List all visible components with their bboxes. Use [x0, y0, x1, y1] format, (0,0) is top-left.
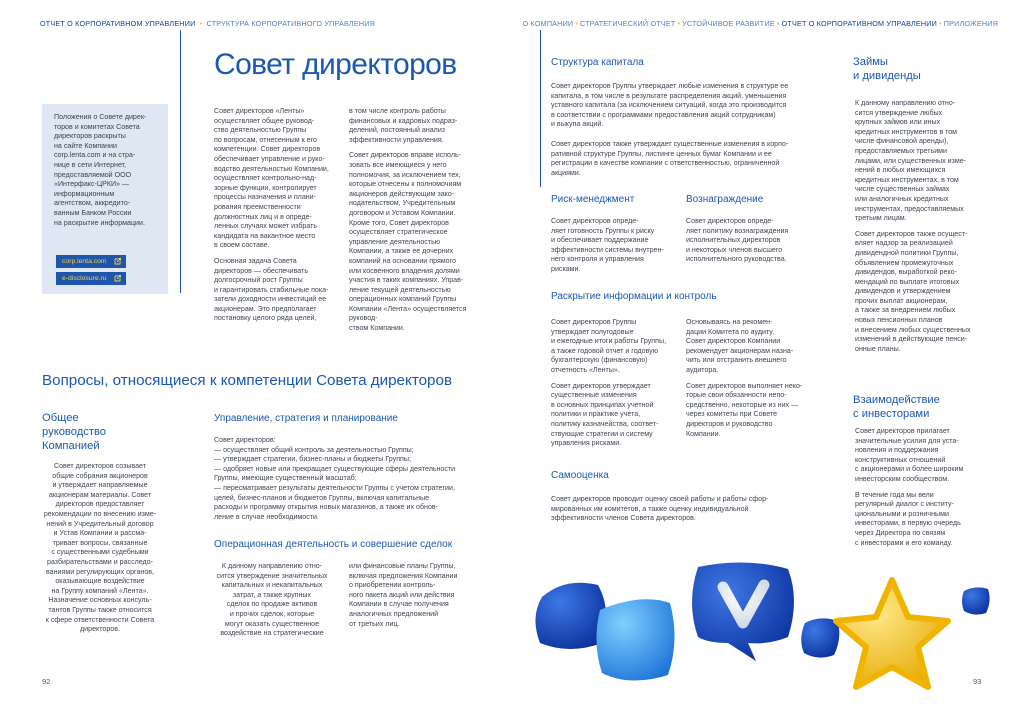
disclosure-heading: Раскрытие информации и контроль	[551, 291, 717, 302]
external-link-icon	[114, 258, 121, 265]
page-title: Совет директоров	[214, 48, 457, 81]
operations-col2: или финансовые планы Группы, включая предложения Компании о приобретении контроль- ного пакета акций или действия Компании в случае получения аналогичных предложений от третьих лиц.	[349, 562, 458, 628]
capital-paragraph: Совет директоров Группы утверждает любые изменения в структуре ее капитала, в том числе в результате распределения акций, уменьшения уставного капитала (за исключением ситуаций, когда это производится в соответствии с программами предоставления акций сотрудникам) и выкупа акций.	[551, 82, 789, 129]
strategy-bullet: — пересматривает результаты деятельности Группы с учетом стратегии, целей, бизнес-планов и бюджетов Группы, включая капитальные расходы и программу открытия новых магазинов, а также их обнов- ление в случае необходимости.	[214, 483, 455, 521]
strategy-lead: Совет директоров:	[214, 436, 276, 444]
tiny-blue-cube-icon	[962, 587, 990, 614]
nav-about[interactable]: О КОМПАНИИ	[522, 19, 574, 28]
operations-col1: К данному направлению отно- сится утверждение значительных капитальных и некапитальных затрат, а также крупных сделок по продаже активов и прочих сделок, которые могут оказать существенное воздействие на стратегические	[216, 562, 328, 638]
investors-paragraph: В течение года мы вели регулярный диалог с институ- циональными и розничными инвесторами, в первую очередь через Директора по связям с инвесторами и его команду.	[855, 490, 961, 547]
disclosure-paragraph: Основываясь на рекомен- дации Комитета по аудиту, Совет директоров Компании рекомендует акционерам назна- чить или отстранить внешнего аудитора.	[686, 318, 794, 374]
risk-heading: Риск-менеджмент	[551, 194, 635, 205]
disclosure-col2	[686, 318, 818, 439]
reward-text: Совет директоров опреде- ляет политику вознаграждения исполнительных директоров и некоторых членов высшего исполнительного руководства.	[686, 217, 789, 264]
investors-heading: Взаимодействие с инвесторами	[853, 394, 940, 420]
investors-body	[855, 427, 985, 548]
intro-column-2	[349, 107, 479, 334]
light-blue-cube-icon	[596, 599, 674, 680]
intro-column-1	[214, 107, 342, 324]
blue-cube-icon	[535, 583, 606, 649]
self-assessment-heading: Самооценка	[551, 470, 609, 481]
reward-heading: Вознаграждение	[686, 194, 764, 205]
capital-body	[551, 82, 816, 178]
intro-paragraph: Совет директоров «Ленты» осуществляет общее руковод- ство деятельностью Группы по вопросам, отнесенным к его компетенции. Совет директоров обеспечивает управление и руко- водство деятельностью Компании, осуществляет контрольно-над- зорные функции, контролирует процессы назначения и плани- рования преемственности должностных лиц и в опреде- ленных случаях может избрать кандидата на вакантное место в своем составе.	[214, 107, 329, 250]
small-blue-cube-icon	[801, 618, 839, 657]
loans-paragraph: К данному направлению отно- сится утверждение любых крупных займов или иных кредитных инструментов в том числе финансовой аренды), предоставляемых третьими лицами, или существенных изме- нений в любых имеющихся кредитных инструментах, в том числе существенных займах или аналогичных кредитных инструментах, предоставляемых третьим лицам.	[855, 99, 967, 223]
page-number-right: 93	[973, 677, 982, 686]
nav-strategic[interactable]: СТРАТЕГИЧЕСКИЙ ОТЧЕТ	[580, 19, 676, 28]
investors-paragraph: Совет директоров прилагает значительные усилия для уста- новления и поддержания конструктивных отношений с акционерами и более широким инвесторским сообществом.	[855, 427, 964, 483]
header-subsection[interactable]: СТРУКТУРА КОРПОРАТИВНОГО УПРАВЛЕНИЯ	[206, 19, 375, 28]
loans-body	[855, 99, 985, 354]
link-e-disclosure[interactable]	[56, 272, 126, 285]
disclosure-paragraph: Совет директоров утверждает существенные изменения в основных принципах учетной политики и практике учета, политику казначейства, соответ- ствующие стратегии и систему управления рисками.	[551, 381, 659, 448]
strategy-bullet: — осуществляет общий контроль за деятельностью Группы;	[214, 445, 414, 454]
intro-paragraph: Совет директоров вправе исполь- зовать все имеющиеся у него полномочия, за исключением тех, которые отнесены к полномочиям акционеров действующим зако- нодательством, Учредительным договором и Уставом Компании. Кроме того, Совет директоров осуществляет стратегическое управление деятельностью Компании, а также ее дочерних компаний на основании прямого или косвенного владения долями участия в таких компаниях. Управ- ление текущей деятельностью операционных компаний Группы Компании «Лента» осуществляется руковод- ством Компании.	[349, 151, 467, 333]
capital-heading: Структура капитала	[551, 57, 644, 68]
external-link-icon	[114, 275, 121, 282]
operations-heading: Операционная деятельность и совершение сделок	[214, 539, 453, 550]
risk-text: Совет директоров опреде- ляет готовность Группы к риску и обеспечивает поддержание эффективности системы внутрен- него контроля и управления рисками.	[551, 217, 664, 273]
intro-paragraph: в том числе контроль работы финансовых и кадровых подраз- делений, постоянный анализ эффективности управления.	[349, 107, 458, 144]
strategy-bullet: — одобряет новые или прекращает существующие сферы деятельности Группы, имеющие существенный масштаб;	[214, 464, 456, 483]
disclosure-paragraph: Совет директоров Группы утверждает полугодовые и ежегодные итоги работы Группы, а также годовой отчет и годовую бухгалтерскую (финансовую) отчетность «Ленты».	[551, 318, 667, 374]
header-separator: •	[776, 19, 780, 28]
general-heading: Общее руководство Компанией	[42, 412, 107, 452]
page-number-left: 92	[42, 677, 51, 686]
link-label: e-disclosure.ru	[62, 275, 107, 282]
general-text: Совет директоров созывает общие собрания акционеров и утверждает направляемые акционерам материалы. Совет директоров предоставляет рекомендации по внесению изме- нений в Учредительный договор и Устав Компании и рассма- тривает вопросы, связанные с существенными судебными разбирательствами и расследо- ваниями регулирующих органов, оказывающие воздействие на Группу компаний «Лента». Назначение основных консуль- тантов Группы также относится к сфере ответственности Совета директоров.	[43, 462, 157, 634]
right-running-header	[523, 19, 998, 28]
header-separator: •	[677, 19, 681, 28]
infobox-text: Положения о Совете дирек- торов и комитетах Совета директоров раскрыты на сайте Компании corp.lenta.com и на стра- нице в сети Интернет, предоставляемой ООО «Интерфакс-ЦРКИ» — информационным агентством, аккредито- ванным Банком России на раскрытие информации.	[54, 113, 147, 227]
intro-paragraph: Основная задача Совета директоров — обеспечивать долгосрочный рост Группы и гарантировать стабильные пока- затели доходности инвестиций ее акционерам. Это предполагает постановку целого ряда целей,	[214, 256, 329, 323]
yellow-star-icon	[836, 580, 948, 687]
strategy-heading: Управление, стратегия и планирование	[214, 413, 398, 424]
capital-paragraph: Совет директоров также утверждает существенные изменения в корпо- ративной структуре Группы, листинге ценных бумаг Компании и ее регистрации в качестве компании с ответственностью, ограниченной акциями.	[551, 139, 789, 177]
nav-sustainability[interactable]: УСТОЙЧИВОЕ РАЗВИТИЕ	[682, 19, 775, 28]
strategy-bullet: — утверждает стратегии, бизнес-планы и бюджеты Группы;	[214, 455, 411, 464]
loans-heading: Займы и дивиденды	[853, 56, 921, 82]
disclosure-infobox	[42, 104, 168, 294]
disclosure-col1	[551, 318, 683, 449]
header-separator: •	[199, 19, 203, 28]
self-assessment-text: Совет директоров проводит оценку своей работы и работы сфор- мированных им комитетов, а также оценку индивидуальной эффективности членов Совета директоров.	[551, 495, 769, 523]
decorative-shapes-illustration	[520, 555, 1000, 705]
right-vertical-divider	[540, 30, 541, 187]
competence-heading: Вопросы, относящиеся к компетенции Совета директоров	[42, 372, 453, 389]
left-running-header	[40, 19, 375, 28]
loans-paragraph: Совет директоров также осущест- вляет надзор за реализацией дивидендной политики Группы, объявлением промежуточных дивидендов, выработкой реко- мендаций по выплате итоговых дивидендов и утверждением прочих выплат акционерам, а также за внедрением любых новых пенсионных планов и внесением любых существенных изменений в действующие пенси- онные планы.	[855, 229, 971, 353]
link-corp-lenta[interactable]	[56, 255, 126, 268]
left-vertical-divider	[180, 30, 181, 293]
header-separator: •	[939, 19, 942, 28]
nav-governance[interactable]: ОТЧЕТ О КОРПОРАТИВНОМ УПРАВЛЕНИИ	[781, 19, 938, 28]
strategy-list	[214, 436, 474, 522]
link-label: corp.lenta.com	[62, 258, 107, 265]
header-separator: •	[575, 19, 579, 28]
header-section-active[interactable]: ОТЧЕТ О КОРПОРАТИВНОМ УПРАВЛЕНИИ	[40, 19, 196, 28]
nav-appendices[interactable]: ПРИЛОЖЕНИЯ	[943, 19, 998, 28]
disclosure-paragraph: Совет директоров выполняет неко- торые свои обязанности непо- средственно, некоторые из них — через комитеты при Совете директоров и руководство Компании.	[686, 381, 803, 438]
chat-bubble-checkmark-icon	[692, 562, 794, 661]
